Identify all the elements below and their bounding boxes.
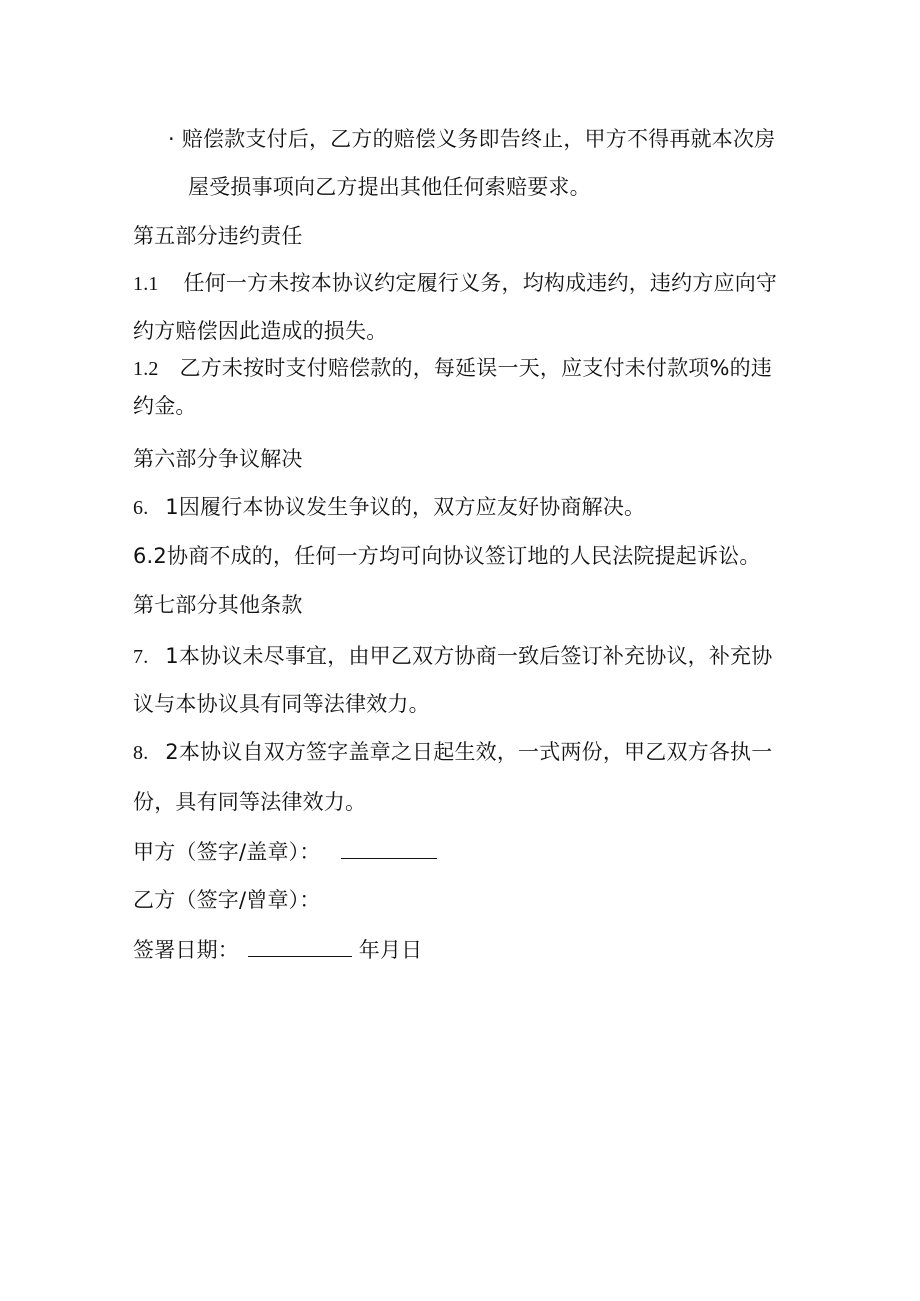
clause-1-2-line-2: 约金。	[133, 394, 197, 418]
clause-7-1-number: 7.	[133, 646, 149, 668]
clause-1-2-text: 乙方未按时支付赔偿款的，每延误一天，应支付未付款项%的违	[179, 356, 773, 380]
clause-6-2: 6.2协商不成的，任何一方均可向协议签订地的人民法院提起诉讼。	[133, 544, 761, 568]
clause-1-1-text: 任何一方未按本协议约定履行义务，均构成违约，违约方应向守	[183, 271, 778, 295]
signing-date-row	[133, 934, 422, 965]
clause-6-1	[133, 492, 645, 523]
date-blank	[248, 934, 352, 957]
clause-8-2-line-2: 份，具有同等法律效力。	[133, 790, 367, 814]
party-b-signature-row	[133, 885, 321, 915]
party-a-label: 甲方（签字/盖章）：	[133, 840, 321, 864]
clause-8-2-text: 2本协议自双方签字盖章之日起生效，一式两份，甲乙双方各执一	[165, 740, 773, 764]
clause-6-1-text: 1因履行本协议发生争议的，双方应友好协商解决。	[165, 495, 646, 519]
clause-1-1-line-1	[133, 268, 777, 299]
clause-7-1-line-1	[133, 641, 772, 672]
clause-1-2-line-1	[133, 353, 772, 384]
party-b-label: 乙方（签字/曾章）：	[133, 888, 321, 912]
clause-1-1-number: 1.1	[133, 273, 159, 295]
party-a-signature-blank	[341, 836, 437, 859]
section-6-heading: 第六部分争议解决	[133, 447, 303, 471]
section-5-heading: 第五部分违约责任	[133, 224, 303, 248]
bullet-line-2: 屋受损事项向乙方提出其他任何索赔要求。	[188, 175, 591, 199]
clause-7-1-line-2: 议与本协议具有同等法律效力。	[133, 692, 430, 716]
clause-8-2-line-1	[133, 737, 772, 768]
clause-1-1-line-2: 约方赔偿因此造成的损失。	[133, 319, 388, 343]
section-7-heading: 第七部分其他条款	[133, 593, 303, 617]
clause-1-2-number: 1.2	[133, 358, 159, 380]
party-a-signature-row	[133, 836, 437, 867]
clause-6-1-number: 6.	[133, 497, 149, 519]
clause-7-1-text: 1本协议未尽事宜，由甲乙双方协商一致后签订补充协议，补充协	[165, 644, 773, 668]
date-label: 签署日期：	[133, 938, 239, 962]
date-suffix: 年月日	[358, 938, 423, 962]
bullet-line-1: · 赔偿款支付后，乙方的赔偿义务即告终止，甲方不得再就本次房	[168, 127, 776, 151]
clause-8-2-number: 8.	[133, 742, 149, 764]
